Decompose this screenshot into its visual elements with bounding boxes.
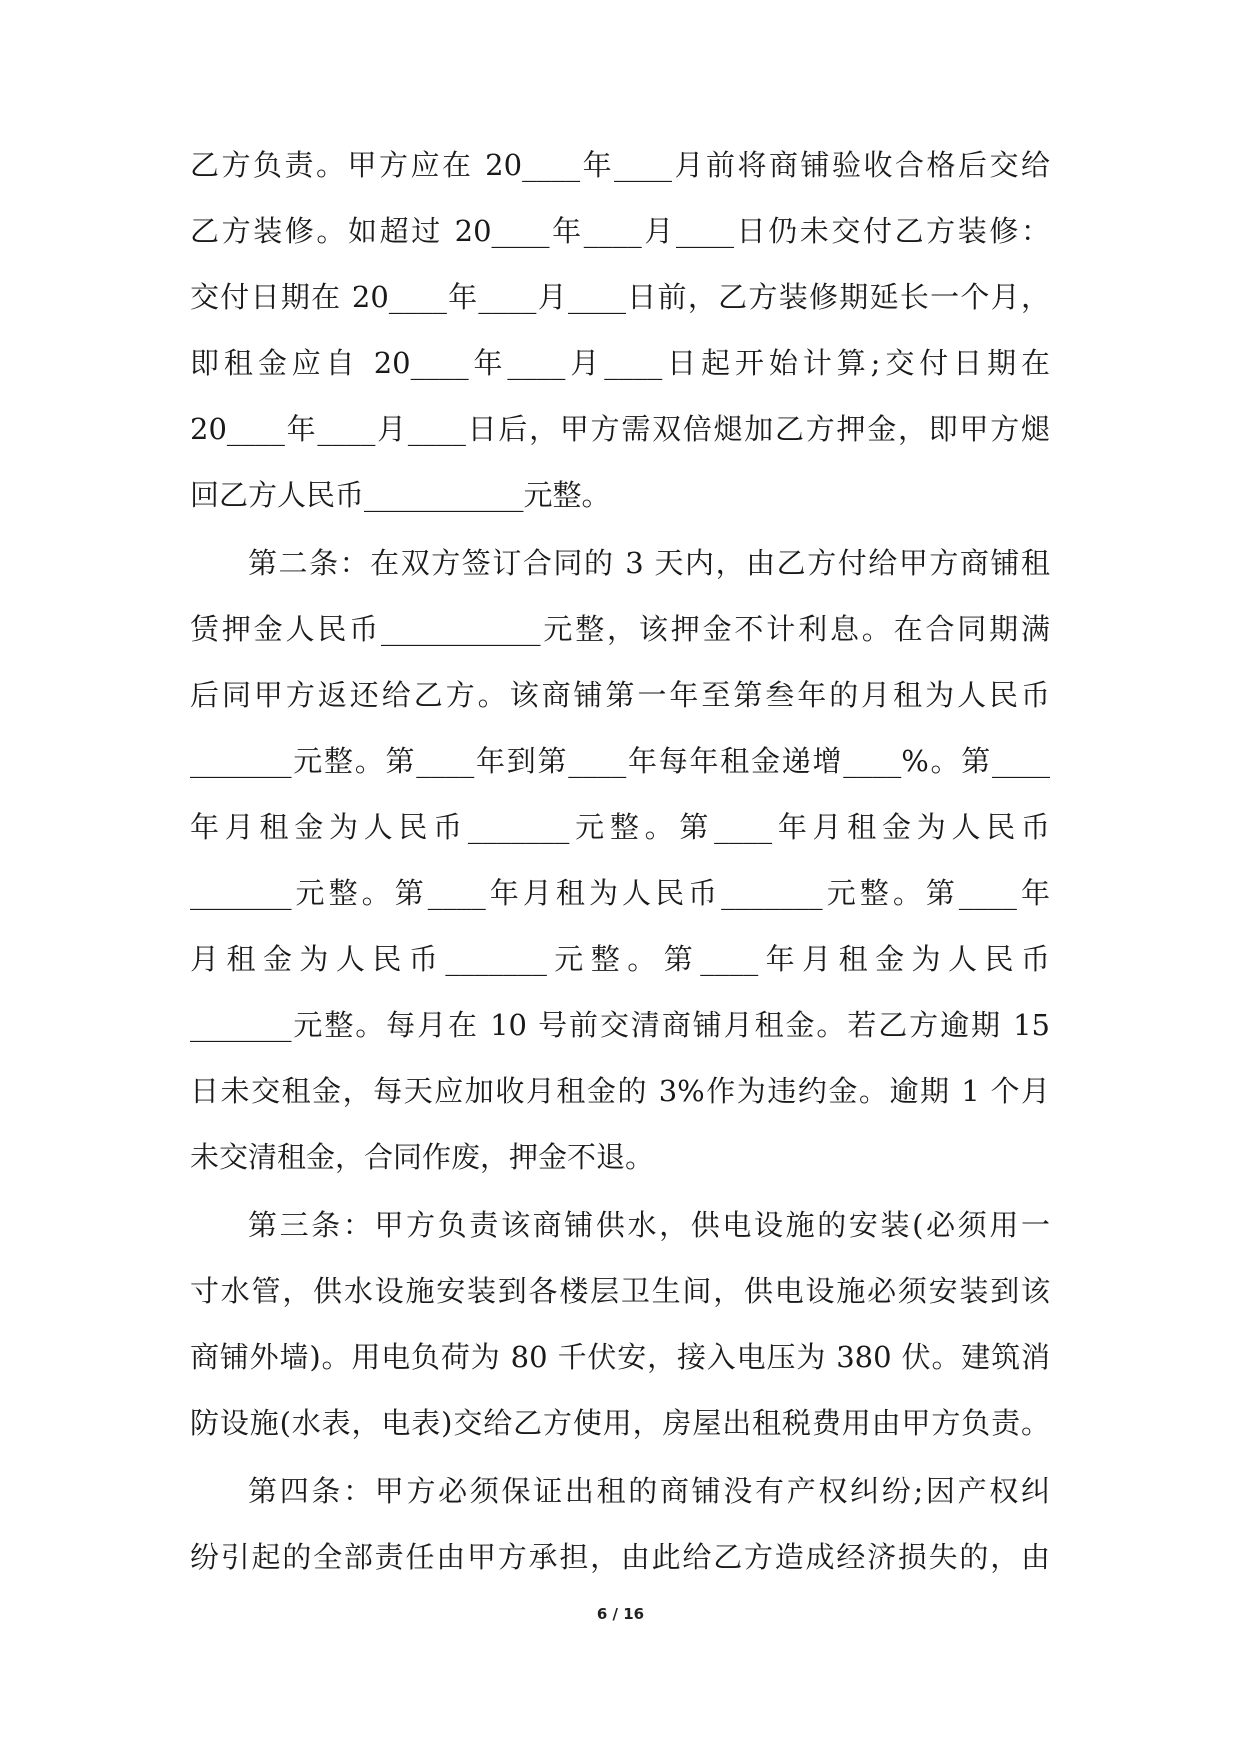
text-line-18: 寸水管，供水设施安装到各楼层卫生间，供电设施必须安装到该 bbox=[190, 1274, 1050, 1308]
text-line-13: 月租金为人民币_______元整。第____年月租金为人民币 bbox=[190, 942, 1050, 976]
text-line-1: 乙方负责。甲方应在 20____年____月前将商铺验收合格后交给 bbox=[190, 148, 1050, 182]
text-line-8: 赁押金人民币___________元整，该押金不计利息。在合同期满 bbox=[190, 612, 1050, 646]
text-line-5: 20____年____月____日后，甲方需双倍煺加乙方押金，即甲方煺 bbox=[190, 412, 1050, 446]
text-line-22: 纷引起的全部责任由甲方承担，由此给乙方造成经济损失的，由 bbox=[190, 1540, 1050, 1574]
text-line-10: _______元整。第____年到第____年每年租金递增____%。第____ bbox=[190, 744, 1050, 778]
text-line-9: 后同甲方返还给乙方。该商铺第一年至第叁年的月租为人民币 bbox=[190, 678, 1050, 712]
text-line-11: 年月租金为人民币_______元整。第____年月租金为人民币 bbox=[190, 810, 1050, 844]
text-line-3: 交付日期在 20____年____月____日前，乙方装修期延长一个月， bbox=[190, 280, 1050, 314]
text-line-21: 第四条：甲方必须保证出租的商铺没有产权纠纷;因产权纠 bbox=[248, 1474, 1050, 1508]
text-line-7: 第二条：在双方签订合同的 3 天内，由乙方付给甲方商铺租 bbox=[248, 546, 1050, 580]
text-line-17: 第三条：甲方负责该商铺供水，供电设施的安装(必须用一 bbox=[248, 1208, 1050, 1242]
text-line-4: 即租金应自 20____年____月____日起开始计算;交付日期在 bbox=[190, 346, 1050, 380]
text-line-19: 商铺外墙)。用电负荷为 80 千伏安，接入电压为 380 伏。建筑消 bbox=[190, 1340, 1050, 1374]
text-line-20: 防设施(水表，电表)交给乙方使用，房屋出租税费用由甲方负责。 bbox=[190, 1406, 1050, 1440]
text-line-2: 乙方装修。如超过 20____年____月____日仍未交付乙方装修： bbox=[190, 214, 1050, 248]
text-line-12: _______元整。第____年月租为人民币_______元整。第____年 bbox=[190, 876, 1050, 910]
page-number: 6 / 16 bbox=[596, 1605, 645, 1623]
text-line-15: 日未交租金，每天应加收月租金的 3%作为违约金。逾期 1 个月 bbox=[190, 1074, 1050, 1108]
text-line-16: 未交清租金，合同作废，押金不退。 bbox=[190, 1140, 655, 1174]
text-line-6: 回乙方人民币___________元整。 bbox=[190, 478, 611, 512]
text-line-14: _______元整。每月在 10 号前交清商铺月租金。若乙方逾期 15 bbox=[190, 1008, 1050, 1042]
